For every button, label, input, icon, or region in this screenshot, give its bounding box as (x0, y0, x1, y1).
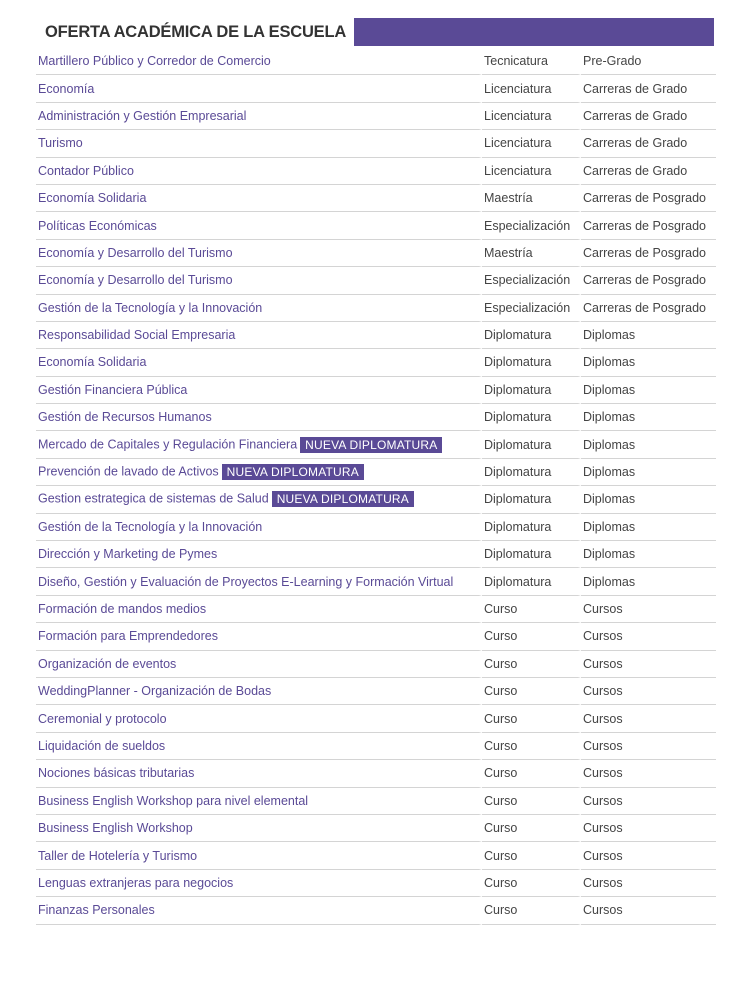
program-category-cell: Diplomas (581, 431, 716, 458)
table-row (36, 596, 716, 623)
table-row (36, 842, 716, 869)
table-row (36, 75, 716, 102)
program-link[interactable]: Gestión Financiera Pública (38, 382, 188, 397)
program-level-cell: Diplomatura (482, 568, 581, 595)
program-link[interactable]: Políticas Económicas (38, 218, 157, 233)
program-name-cell (36, 760, 482, 787)
program-category-cell: Pre-Grado (581, 48, 716, 75)
table-row (36, 623, 716, 650)
table-row (36, 705, 716, 732)
program-level-cell: Diplomatura (482, 486, 581, 513)
program-name-cell (36, 130, 482, 157)
table-row (36, 459, 716, 486)
program-link[interactable]: Economía y Desarrollo del Turismo (38, 245, 233, 260)
program-link[interactable]: Taller de Hotelería y Turismo (38, 848, 198, 863)
table-row (36, 541, 716, 568)
program-level-cell: Tecnicatura (482, 48, 581, 75)
table-row (36, 897, 716, 924)
program-category-cell: Cursos (581, 870, 716, 897)
program-name-cell (36, 322, 482, 349)
program-category-cell: Diplomas (581, 514, 716, 541)
program-link[interactable]: Dirección y Marketing de Pymes (38, 547, 218, 562)
program-level-cell: Especialización (482, 212, 581, 239)
program-category-cell: Cursos (581, 596, 716, 623)
program-level-cell: Curso (482, 815, 581, 842)
program-level-cell: Diplomatura (482, 377, 581, 404)
programs-table-body (36, 48, 716, 925)
program-category-cell: Cursos (581, 705, 716, 732)
program-link[interactable]: Gestión de Recursos Humanos (38, 410, 212, 425)
program-link[interactable]: Business English Workshop para nivel elemental (38, 793, 309, 808)
program-category-cell: Diplomas (581, 322, 716, 349)
program-name-cell (36, 240, 482, 267)
program-category-cell: Diplomas (581, 459, 716, 486)
program-link[interactable]: Lenguas extranjeras para negocios (38, 875, 234, 890)
program-level-cell: Curso (482, 733, 581, 760)
program-name-cell (36, 651, 482, 678)
program-level-cell: Licenciatura (482, 130, 581, 157)
program-link[interactable]: Liquidación de sueldos (38, 738, 166, 753)
program-link[interactable]: Economía Solidaria (38, 355, 147, 370)
program-name-cell (36, 158, 482, 185)
program-name-cell (36, 48, 482, 75)
program-link[interactable]: Mercado de Capitales y Regulación Financiera (38, 436, 298, 451)
program-category-cell: Carreras de Grado (581, 130, 716, 157)
program-link[interactable]: Turismo (38, 136, 83, 151)
program-name-cell (36, 377, 482, 404)
table-row (36, 514, 716, 541)
table-row (36, 158, 716, 185)
program-name-cell (36, 404, 482, 431)
program-category-cell: Diplomas (581, 377, 716, 404)
program-category-cell: Carreras de Posgrado (581, 267, 716, 294)
program-link[interactable]: Economía (38, 81, 95, 96)
program-link[interactable]: Formación de mandos medios (38, 602, 207, 616)
table-row (36, 678, 716, 705)
program-name-cell (36, 267, 482, 294)
program-level-cell: Maestría (482, 185, 581, 212)
program-name-cell (36, 705, 482, 732)
table-row (36, 377, 716, 404)
program-name-cell (36, 212, 482, 239)
program-category-cell: Cursos (581, 760, 716, 787)
program-name-cell (36, 486, 482, 513)
program-level-cell: Diplomatura (482, 404, 581, 431)
program-category-cell: Cursos (581, 651, 716, 678)
program-level-cell: Diplomatura (482, 431, 581, 458)
program-link[interactable]: Ceremonial y protocolo (38, 711, 167, 726)
table-row (36, 870, 716, 897)
program-name-cell (36, 541, 482, 568)
program-name-cell (36, 870, 482, 897)
program-level-cell: Maestría (482, 240, 581, 267)
table-row (36, 486, 716, 513)
table-row (36, 651, 716, 678)
program-category-cell: Cursos (581, 788, 716, 815)
new-diploma-badge: NUEVA DIPLOMATURA (222, 464, 364, 480)
program-name-cell (36, 75, 482, 102)
program-level-cell: Curso (482, 623, 581, 650)
program-category-cell: Diplomas (581, 568, 716, 595)
program-category-cell: Cursos (581, 733, 716, 760)
program-link[interactable]: WeddingPlanner - Organización de Bodas (38, 684, 272, 699)
program-category-cell: Carreras de Grado (581, 103, 716, 130)
program-link[interactable]: Economía y Desarrollo del Turismo (38, 273, 233, 288)
program-name-cell (36, 897, 482, 924)
program-level-cell: Curso (482, 678, 581, 705)
program-level-cell: Especialización (482, 295, 581, 322)
program-link[interactable]: Responsabilidad Social Empresaria (38, 328, 236, 343)
program-category-cell: Carreras de Posgrado (581, 185, 716, 212)
table-row (36, 295, 716, 322)
program-link[interactable]: Business English Workshop (38, 821, 193, 836)
programs-table (36, 48, 716, 925)
program-link[interactable]: Gestion estrategica de sistemas de Salud (38, 491, 269, 506)
table-row (36, 760, 716, 787)
table-row (36, 431, 716, 458)
program-category-cell: Carreras de Posgrado (581, 212, 716, 239)
table-row (36, 349, 716, 376)
program-category-cell: Diplomas (581, 541, 716, 568)
program-name-cell (36, 185, 482, 212)
program-name-cell (36, 568, 482, 595)
program-level-cell: Diplomatura (482, 349, 581, 376)
table-row (36, 48, 716, 75)
program-level-cell: Diplomatura (482, 514, 581, 541)
section-header (36, 17, 714, 47)
program-level-cell: Curso (482, 705, 581, 732)
program-level-cell: Licenciatura (482, 158, 581, 185)
program-level-cell: Diplomatura (482, 541, 581, 568)
table-row (36, 788, 716, 815)
program-category-cell: Diplomas (581, 349, 716, 376)
program-link[interactable]: Contador Público (38, 163, 134, 178)
program-level-cell: Especialización (482, 267, 581, 294)
program-name-cell (36, 842, 482, 869)
table-row (36, 733, 716, 760)
table-row (36, 103, 716, 130)
program-level-cell: Diplomatura (482, 322, 581, 349)
program-link[interactable]: Diseño, Gestión y Evaluación de Proyectos E-Learning y Formación Virtual (38, 574, 454, 589)
program-name-cell (36, 514, 482, 541)
program-category-cell: Diplomas (581, 404, 716, 431)
program-category-cell: Carreras de Posgrado (581, 295, 716, 322)
program-link[interactable]: Gestión de la Tecnología y la Innovación (38, 300, 263, 315)
program-level-cell: Curso (482, 760, 581, 787)
program-category-cell: Cursos (581, 623, 716, 650)
program-name-cell (36, 103, 482, 130)
program-name-cell (36, 623, 482, 650)
program-level-cell: Curso (482, 897, 581, 924)
table-row (36, 130, 716, 157)
program-category-cell: Carreras de Grado (581, 158, 716, 185)
new-diploma-badge: NUEVA DIPLOMATURA (272, 491, 414, 507)
program-link[interactable]: Prevención de lavado de Activos (38, 464, 219, 479)
program-name-cell (36, 678, 482, 705)
program-level-cell: Curso (482, 870, 581, 897)
section-title: OFERTA ACADÉMICA DE LA ESCUELA (36, 17, 354, 47)
program-name-cell (36, 733, 482, 760)
table-row (36, 240, 716, 267)
program-link[interactable]: Nociones básicas tributarias (38, 766, 195, 781)
program-category-cell: Carreras de Grado (581, 75, 716, 102)
program-category-cell: Carreras de Posgrado (581, 240, 716, 267)
program-link[interactable]: Administración y Gestión Empresarial (38, 108, 247, 123)
program-level-cell: Curso (482, 651, 581, 678)
program-category-cell: Cursos (581, 842, 716, 869)
table-row (36, 815, 716, 842)
table-row (36, 322, 716, 349)
program-category-cell: Diplomas (581, 486, 716, 513)
program-link[interactable]: Formación para Emprendedores (38, 629, 218, 644)
table-row (36, 267, 716, 294)
table-row (36, 212, 716, 239)
program-name-cell (36, 431, 482, 458)
program-category-cell: Cursos (581, 897, 716, 924)
program-level-cell: Diplomatura (482, 459, 581, 486)
program-category-cell: Cursos (581, 815, 716, 842)
new-diploma-badge: NUEVA DIPLOMATURA (300, 437, 442, 453)
program-name-cell (36, 295, 482, 322)
table-row (36, 404, 716, 431)
program-level-cell: Licenciatura (482, 103, 581, 130)
program-level-cell: Curso (482, 596, 581, 623)
program-name-cell (36, 596, 482, 623)
table-row (36, 185, 716, 212)
program-link[interactable]: Economía Solidaria (38, 191, 147, 206)
header-accent-bar (354, 18, 714, 46)
table-row (36, 568, 716, 595)
program-level-cell: Curso (482, 842, 581, 869)
program-link[interactable]: Finanzas Personales (38, 903, 155, 918)
program-name-cell (36, 349, 482, 376)
program-link[interactable]: Organización de eventos (38, 656, 177, 671)
program-name-cell (36, 815, 482, 842)
program-name-cell (36, 788, 482, 815)
program-link[interactable]: Gestión de la Tecnología y la Innovación (38, 519, 263, 534)
program-link[interactable]: Martillero Público y Corredor de Comercio (38, 54, 271, 69)
program-category-cell: Cursos (581, 678, 716, 705)
program-level-cell: Curso (482, 788, 581, 815)
program-level-cell: Licenciatura (482, 75, 581, 102)
program-name-cell (36, 459, 482, 486)
